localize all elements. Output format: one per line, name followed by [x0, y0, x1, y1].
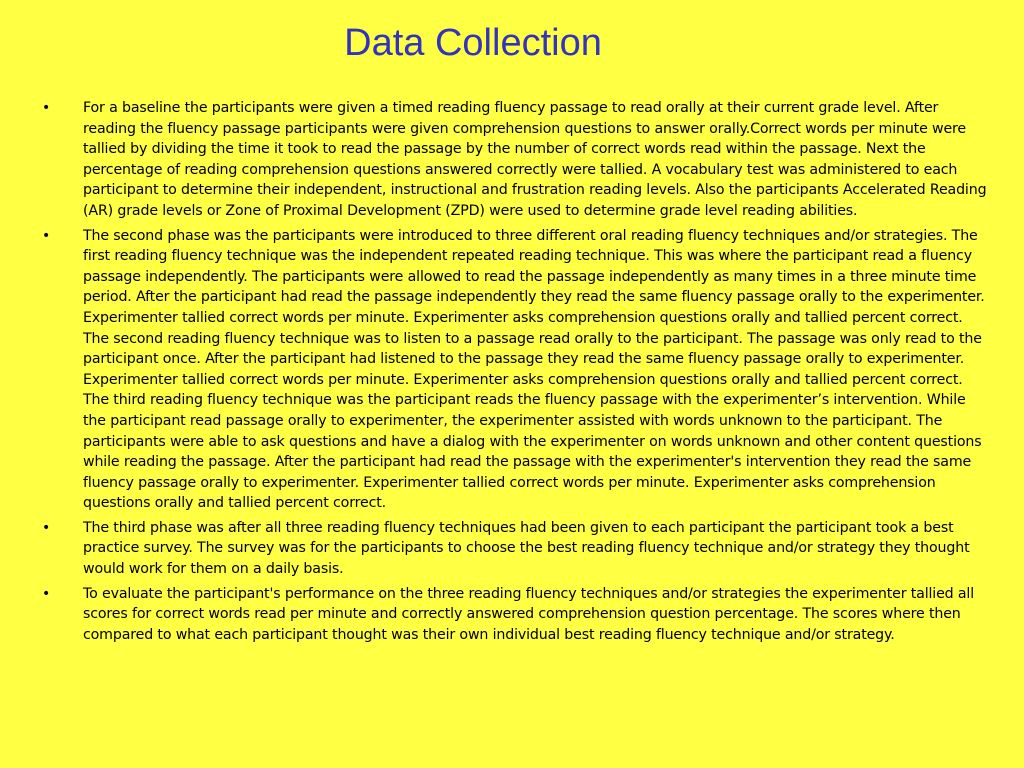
bullet-text: The second phase was the participants were introduced to three different oral reading fluency techniques and/or strategies. The first reading fluency technique was the independent repeated reading technique. This was where the participant read a fluency passage independently. The participants were allowed to read the passage independently as many times in a three minute time period. After the participant had read the passage independently they read the same fluency passage orally to the experimenter. Experimenter tallied correct words per minute. Experimenter asks comprehension questions orally and tallied percent correct. The second reading fluency technique was to listen to a passage read orally to the participant. The passage was only read to the participant once. After the participant had listened to the passage they read the same fluency passage orally to experimenter. Experimenter tallied correct words per minute. Experimenter asks comprehension questions orally and tallied percent correct. The third reading fluency technique was the participant reads the fluency passage with the experimenter’s intervention. While the participant read passage orally to experimenter, the experimenter assisted with words unknown to the participant. The participants were able to ask questions and have a dialog with the experimenter on words unknown and other content questions while reading the passage. After the participant had read the passage with the experimenter's intervention they read the same fluency passage orally to experimenter. Experimenter tallied correct words per minute. Experimenter asks comprehension questions orally and tallied percent correct. [83, 227, 985, 512]
bullet-icon: • [42, 227, 51, 244]
bullet-text: The third phase was after all three reading fluency techniques had been given to each participant the participant took a best practice survey. The survey was for the participants to choose the best reading fluency technique and/or strategy they thought would work for them on a daily basis. [83, 519, 970, 578]
bullet-item [40, 226, 992, 514]
bullet-icon: • [42, 100, 51, 116]
bullet-item [40, 98, 992, 222]
bullet-text: To evaluate the participant's performance on the three reading fluency techniques and/or strategies the experimenter tallied all scores for correct words read per minute and correctly answered comprehension question percentage. The scores where then compared to what each participant thought was their own individual best reading fluency technique and/or strategy. [83, 585, 975, 643]
bullet-item [40, 584, 992, 646]
bullet-icon: • [42, 585, 51, 602]
bullet-list [40, 98, 992, 649]
bullet-item [40, 518, 992, 580]
bullet-icon: • [42, 519, 51, 536]
slide-title: Data Collection [344, 22, 602, 64]
bullet-text: For a baseline the participants were given a timed reading fluency passage to read orally at their current grade level. After reading the fluency passage participants were given comprehension questions to answer orally.Correct words per minute were tallied by dividing the time it took to read the passage by the number of correct words read within the passage. Next the percentage of reading comprehension questions answered correctly were tallied. A vocabulary test was administered to each participant to determine their independent, instructional and frustration reading levels. Also the participants Accelerated Reading (AR) grade levels or Zone of Proximal Development (ZPD) were used to determine grade level reading abilities. [83, 100, 987, 219]
